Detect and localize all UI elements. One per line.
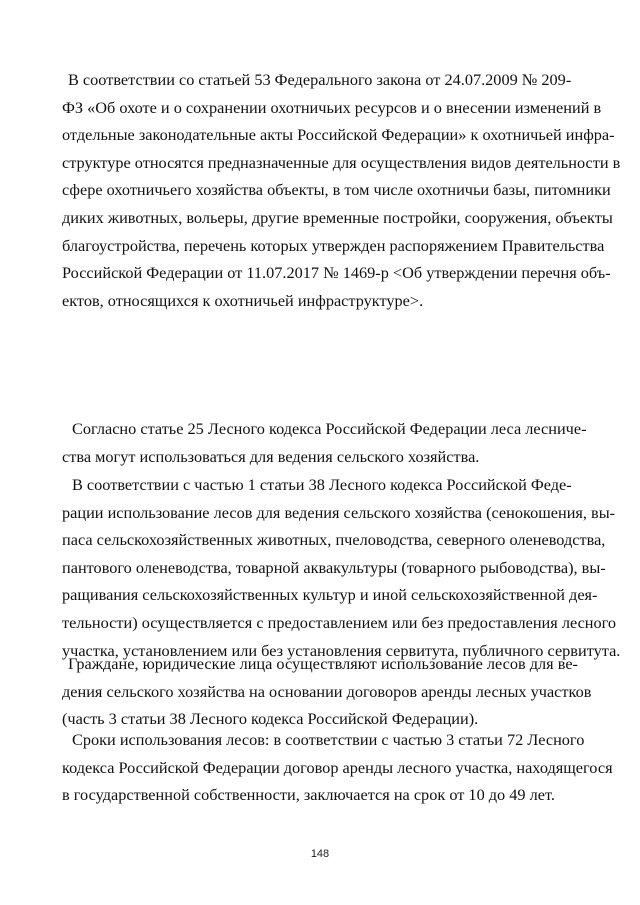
text-line: диких животных, вольеры, другие временные постройки, сооружения, объекты bbox=[62, 207, 613, 227]
text-line: (часть 3 статьи 38 Лесного кодекса Российской Федерации). bbox=[62, 709, 479, 729]
text-line: ектов, относящихся к охотничьей инфраструктуре>. bbox=[62, 290, 424, 310]
text-line: В соответствии с частью 1 статьи 38 Лесного кодекса Российской Феде- bbox=[72, 475, 572, 494]
paragraph-forest-code-article-25 bbox=[62, 415, 587, 470]
text-line: паса сельскохозяйственных животных, пчеловодства, северного оленеводства, bbox=[62, 530, 606, 550]
page-number: 148 bbox=[310, 848, 330, 860]
text-line: благоустройства, перечень которых утвержден распоряжением Правительства bbox=[62, 235, 605, 255]
text-line: отдельные законодательные акты Российской Федерации» к охотничьей инфра- bbox=[62, 125, 615, 145]
text-line: ращивания сельскохозяйственных культур и иной сельскохозяйственной дея- bbox=[62, 585, 598, 605]
text-line: ства могут использоваться для ведения сельского хозяйства. bbox=[62, 446, 480, 466]
text-line: участка, установлением или без установления сервитута, публичного сервитута. bbox=[62, 640, 621, 660]
text-line: Сроки использования лесов: в соответствии с частью 3 статьи 72 Лесного bbox=[72, 730, 585, 749]
text-line: пантового оленеводства, товарной аквакультуры (товарного рыбоводства), вы- bbox=[62, 557, 606, 577]
text-line: Согласно статье 25 Лесного кодекса Российской Федерации леса лесниче- bbox=[72, 419, 587, 438]
text-line: Граждане, юридические лица осуществляют использование лесов для ве- bbox=[68, 654, 578, 673]
text-line: рации использование лесов для ведения сельского хозяйства (сенокошения, вы- bbox=[62, 502, 616, 522]
text-line: Российской Федерации от 11.07.2017 № 1469-р <Об утверждении перечня объ- bbox=[62, 263, 611, 283]
text-line: ФЗ «Об охоте и о сохранении охотничьих ресурсов и о внесении изменений в bbox=[62, 97, 602, 117]
text-line: тельности) осуществляется с предоставлением или без предоставления лесного bbox=[62, 612, 617, 632]
text-line: В соответствии со статьей 53 Федерального закона от 24.07.2009 № 209- bbox=[68, 70, 572, 89]
text-line: дения сельского хозяйства на основании договоров аренды лесных участков bbox=[62, 681, 592, 701]
text-line: структуре относятся предназначенные для осуществления видов деятельности в bbox=[62, 152, 621, 172]
text-line: кодекса Российской Федерации договор аренды лесного участка, находящегося bbox=[62, 757, 613, 777]
paragraph-hunting-infrastructure bbox=[62, 66, 621, 314]
text-line: сфере охотничьего хозяйства объекты, в том числе охотничьи базы, питомники bbox=[62, 180, 611, 200]
text-line: в государственной собственности, заключается на срок от 10 до 49 лет. bbox=[62, 785, 555, 805]
paragraph-lease-agreements bbox=[62, 650, 592, 733]
paragraph-lease-terms bbox=[62, 726, 613, 809]
